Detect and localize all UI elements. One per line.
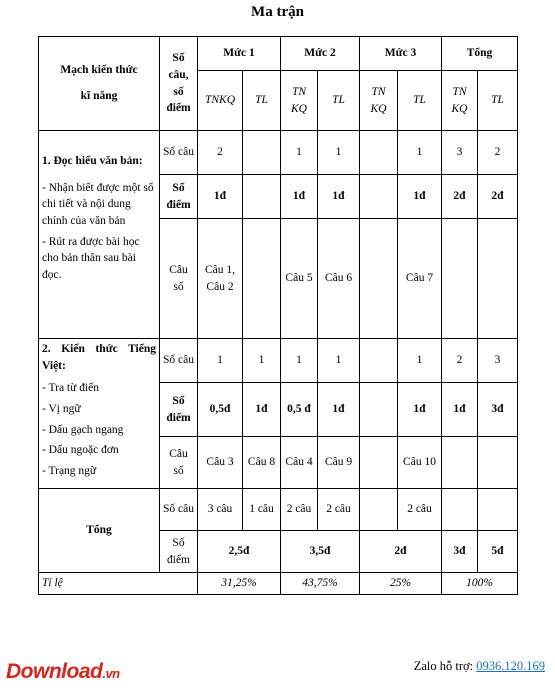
cell	[243, 219, 281, 339]
support-phone-link[interactable]: 0936.120.169	[476, 659, 545, 673]
cell: 1đ	[318, 175, 360, 219]
row-label: Số câu	[160, 339, 198, 383]
ratio-level1: 31,25%	[198, 573, 281, 595]
cell: 2	[198, 131, 243, 175]
row-label: Số điểm	[160, 175, 198, 219]
download-logo	[6, 660, 120, 684]
cell	[478, 437, 518, 489]
cell: Câu 1, Câu 2	[198, 219, 243, 339]
section2-item: - Dấu gạch ngang	[42, 423, 124, 436]
cell: Câu 5	[281, 219, 318, 339]
header-level1: Mức 1	[198, 37, 281, 71]
cell: 1	[398, 131, 442, 175]
cell: 1đ	[281, 175, 318, 219]
header-total: Tổng	[442, 37, 518, 71]
logo-main: Download	[6, 660, 103, 683]
cell: Câu 8	[243, 437, 281, 489]
cell	[360, 175, 398, 219]
cell	[243, 131, 281, 175]
ratio-label: Tỉ lệ	[39, 573, 198, 595]
cell: 1đ	[398, 383, 442, 437]
header-count-cell: Số câu, số điểm	[160, 37, 198, 131]
row-label: Số câu	[160, 131, 198, 175]
header-tl-1: TL	[243, 71, 281, 131]
cell: Câu 10	[398, 437, 442, 489]
cell	[442, 219, 478, 339]
cell	[478, 219, 518, 339]
cell: 1	[281, 339, 318, 383]
row-label: Số câu	[160, 489, 198, 531]
row-label: Số điểm	[160, 383, 198, 437]
section2-item: - Tra từ điển	[42, 382, 100, 395]
section1-item: - Nhận biết được một số chi tiết và nội dung chính của văn bản	[42, 181, 154, 228]
cell: 2 câu	[398, 489, 442, 531]
cell: 3đ	[478, 383, 518, 437]
cell	[360, 437, 398, 489]
cell	[243, 175, 281, 219]
cell	[360, 489, 398, 531]
row-label: Câu số	[160, 437, 198, 489]
section1-title: 1. Đọc hiểu văn bản:	[42, 155, 143, 167]
section2-item: - Trạng ngữ	[42, 465, 97, 478]
cell: 1	[398, 339, 442, 383]
header-level2: Mức 2	[281, 37, 360, 71]
header-tnkq-total: TN KQ	[442, 71, 478, 131]
header-tnkq-3: TN KQ	[360, 71, 398, 131]
cell: 1	[198, 339, 243, 383]
cell: 2	[478, 131, 518, 175]
cell: 3	[478, 339, 518, 383]
cell: 1	[243, 339, 281, 383]
cell: 3	[442, 131, 478, 175]
cell: 0,5đ	[198, 383, 243, 437]
support-contact	[414, 659, 545, 674]
cell: 1 câu	[243, 489, 281, 531]
header-tnkq-2: TN KQ	[281, 71, 318, 131]
ratio-level2: 43,75%	[281, 573, 360, 595]
cell: 1đ	[442, 383, 478, 437]
cell: 2 câu	[318, 489, 360, 531]
section2-topic-cell	[39, 339, 160, 489]
total-points-level1: 2,5đ	[198, 531, 281, 573]
section1-item: - Rút ra được bài học cho bản thân sau bài đọc.	[42, 235, 140, 282]
cell: 3 câu	[198, 489, 243, 531]
header-tl-total: TL	[478, 71, 518, 131]
row-label: Số điểm	[160, 531, 198, 573]
cell: Câu 6	[318, 219, 360, 339]
matrix-table	[38, 36, 518, 595]
cell	[360, 339, 398, 383]
header-level3: Mức 3	[360, 37, 442, 71]
ratio-total: 100%	[442, 573, 518, 595]
cell: 1đ	[243, 383, 281, 437]
page-title: Ma trận	[251, 4, 304, 20]
header-tl-2: TL	[318, 71, 360, 131]
total-points-tl: 5đ	[478, 531, 518, 573]
total-label: Tổng	[39, 489, 160, 573]
total-points-level3: 2đ	[360, 531, 442, 573]
section1-topic-cell	[39, 131, 160, 339]
cell: 0,5 đ	[281, 383, 318, 437]
cell: Câu 3	[198, 437, 243, 489]
row-label: Câu số	[160, 219, 198, 339]
cell: 2	[442, 339, 478, 383]
cell	[442, 437, 478, 489]
cell: 1	[318, 339, 360, 383]
section2-title: 2. Kiến thức Tiếng Việt:	[42, 343, 156, 372]
cell	[442, 489, 478, 531]
total-points-level2: 3,5đ	[281, 531, 360, 573]
cell: 1đ	[318, 383, 360, 437]
total-points-tnkq: 3đ	[442, 531, 478, 573]
cell: 2 câu	[281, 489, 318, 531]
cell: 2đ	[442, 175, 478, 219]
header-tnkq-1: TNKQ	[198, 71, 243, 131]
header-tl-3: TL	[398, 71, 442, 131]
cell: Câu 4	[281, 437, 318, 489]
section2-item: - Vị ngữ	[42, 403, 81, 416]
cell: 1đ	[398, 175, 442, 219]
section2-item: - Dấu ngoặc đơn	[42, 444, 119, 457]
cell	[360, 219, 398, 339]
cell: 1	[318, 131, 360, 175]
cell: 1đ	[198, 175, 243, 219]
header-topic-cell: Mạch kiến thức kĩ năng	[39, 37, 160, 131]
logo-suffix: .vn	[102, 666, 120, 681]
cell	[478, 489, 518, 531]
support-label: Zalo hỗ trợ:	[413, 659, 477, 673]
cell: 1	[281, 131, 318, 175]
ratio-level3: 25%	[360, 573, 442, 595]
cell: Câu 9	[318, 437, 360, 489]
cell	[360, 383, 398, 437]
cell: Câu 7	[398, 219, 442, 339]
cell: 2đ	[478, 175, 518, 219]
cell	[360, 131, 398, 175]
